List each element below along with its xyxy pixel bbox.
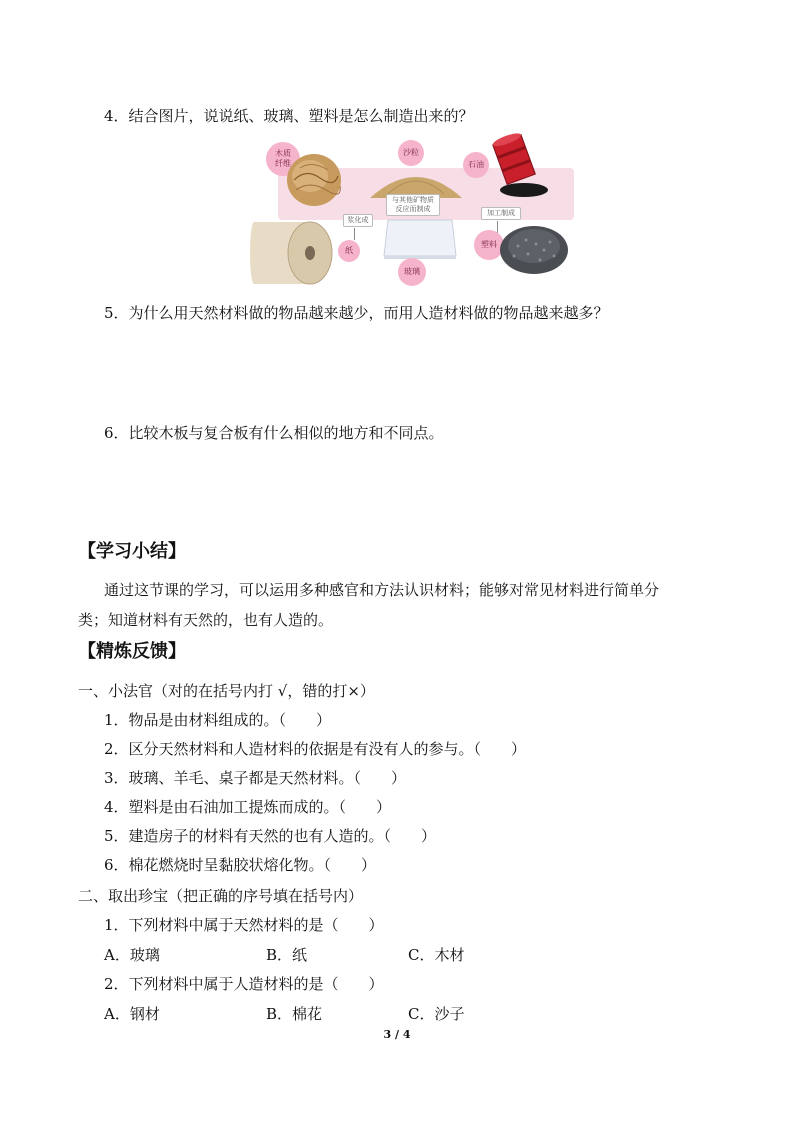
question-6: 6．比较木板与复合板有什么相似的地方和不同点。 <box>104 424 444 442</box>
section-2-title: 二、取出珍宝（把正确的序号填在括号内） <box>78 887 364 905</box>
wood-fiber-label: 木质纤维 <box>275 149 291 168</box>
glass-label: 玻璃 <box>404 267 420 276</box>
judge-item-2: 2．区分天然材料和人造材料的依据是有没有人的参与。（ ） <box>104 740 527 758</box>
oil-barrel-image <box>486 132 552 202</box>
choice-2-option-c: C．沙子 <box>408 1005 465 1023</box>
feedback-heading: 【精炼反馈】 <box>78 641 186 662</box>
plastic-label: 塑料 <box>481 240 497 249</box>
oil-label: 石油 <box>468 160 484 169</box>
paper-roll-image <box>250 208 334 288</box>
judge-item-4: 4．塑料是由石油加工提炼而成的。（ ） <box>104 798 392 816</box>
choice-question-1: 1．下列材料中属于天然材料的是（ ） <box>104 916 384 934</box>
question-5: 5．为什么用天然材料做的物品越来越少，而用人造材料做的物品越来越多？ <box>104 304 609 322</box>
choice-1-option-a: A．玻璃 <box>104 946 160 964</box>
choice-2-option-a: A．钢材 <box>104 1005 160 1023</box>
glass-bubble <box>398 258 426 286</box>
judge-item-5: 5．建造房子的材料有天然的也有人造的。（ ） <box>104 827 437 845</box>
summary-line-2: 类；知道材料有天然的，也有人造的。 <box>78 611 334 629</box>
judge-item-1: 1．物品是由材料组成的。（ ） <box>104 711 332 729</box>
choice-1-option-c: C．木材 <box>408 946 465 964</box>
choice-2-option-b: B．棉花 <box>266 1005 323 1023</box>
pulp-arrow <box>354 228 355 240</box>
process-tag: 加工制成 <box>481 207 521 220</box>
sand-label: 沙粒 <box>403 148 419 157</box>
judge-item-3: 3．玻璃、羊毛、桌子都是天然材料。（ ） <box>104 769 407 787</box>
paper-label: 纸 <box>345 246 353 255</box>
section-1-title: 一、小法官（对的在括号内打 √，错的打×） <box>78 682 375 700</box>
summary-heading: 【学习小结】 <box>78 541 186 562</box>
choice-question-2: 2．下列材料中属于人造材料的是（ ） <box>104 975 384 993</box>
wood-fiber-image <box>286 150 342 208</box>
materials-figure <box>248 132 578 292</box>
page-number: 3 / 4 <box>383 1028 411 1041</box>
choice-1-option-b: B．纸 <box>266 946 308 964</box>
paper-bubble <box>338 240 360 262</box>
judge-item-6: 6．棉花燃烧时呈黏胶状熔化物。（ ） <box>104 856 377 874</box>
question-4: 4．结合图片，说说纸、玻璃、塑料是怎么制造出来的？ <box>104 107 474 125</box>
pulp-tag: 浆化成 <box>343 214 373 227</box>
glass-image <box>382 216 458 260</box>
plastic-pellets-image <box>498 216 570 276</box>
summary-line-1: 通过这节课的学习，可以运用多种感官和方法认识材料；能够对常见材料进行简单分 <box>104 581 660 599</box>
sand-reaction-tag: 与其他矿物质反应而制成 <box>386 194 440 216</box>
